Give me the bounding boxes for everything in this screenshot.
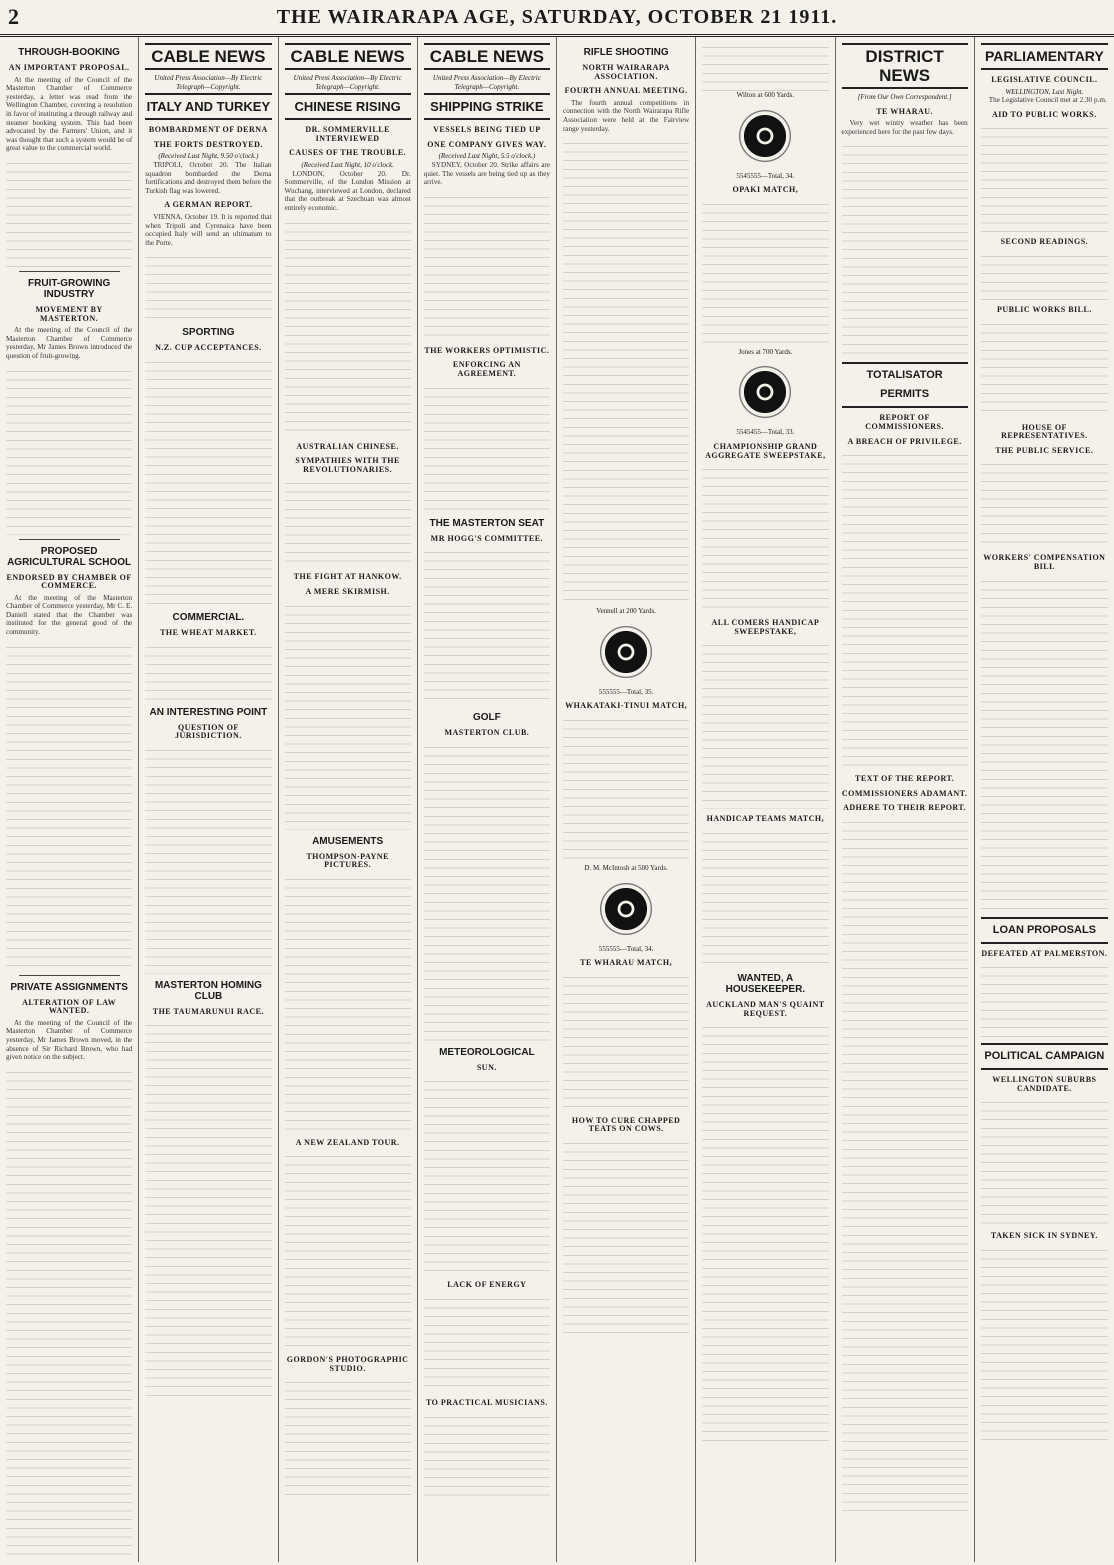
subheadline: ENDORSED BY CHAMBER OF COMMERCE.: [6, 572, 132, 591]
subheadline: CHAMPIONSHIP GRAND AGGREGATE SWEEPSTAKE,: [705, 441, 826, 460]
subheadline: LEGISLATIVE COUNCIL.: [991, 75, 1098, 84]
article-text: At the meeting of the Council of the Masterton Chamber of Commerce yesterday, Mr James Brown moved, in the absence of Sir Richard Brown, who had given notice on the subject.: [6, 1018, 133, 1062]
subheadline: TO PRACTICAL MUSICIANS.: [425, 1397, 548, 1407]
section-banner: CABLE NEWS: [145, 43, 271, 70]
page-number: 2: [8, 4, 20, 29]
article-text-block: [285, 217, 411, 437]
subheadline: THE FORTS DESTROYED.: [153, 139, 263, 149]
article-text-block: [145, 251, 271, 321]
subheadline: HANDICAP TEAMS MATCH,: [706, 814, 825, 824]
subheadline: GORDON'S PHOTOGRAPHIC STUDIO.: [286, 1355, 409, 1373]
article-text-block: [285, 477, 411, 567]
masthead: [0, 0, 1114, 37]
masthead-title: THE WAIRARAPA AGE, SATURDAY, OCTOBER 21 1911.: [276, 5, 838, 28]
article-text-block: [6, 1066, 132, 1562]
subheadline: TEXT OF THE REPORT.: [855, 774, 955, 784]
target-score: 555555—Total, 35.: [598, 687, 654, 696]
article-text-block: [285, 1150, 411, 1350]
article-text-block: [424, 546, 550, 706]
target-score: 5545555—Total, 34.: [736, 171, 795, 180]
subheadline: THE FIGHT AT HANKOW.: [293, 572, 402, 582]
subheadline: CAUSES OF THE TROUBLE.: [289, 148, 407, 158]
article-text: The Legislative Council met at 2.30 p.m.: [988, 96, 1107, 105]
subheadline: THE WORKERS OPTIMISTIC.: [424, 345, 550, 355]
subheadline: ADHERE TO THEIR REPORT.: [843, 803, 967, 813]
article-text-block: [285, 1376, 411, 1496]
subheadline: HOUSE OF REPRESENTATIVES.: [1001, 422, 1088, 441]
credit-line: United Press Association—By Electric Telegraph—Copyright.: [154, 74, 263, 91]
divider: [19, 539, 120, 540]
divider: [19, 975, 120, 976]
headline: LOAN PROPOSALS: [981, 917, 1108, 944]
article-text-block: [424, 191, 550, 341]
headline: THE MASTERTON SEAT: [429, 517, 545, 529]
article-text-block: [981, 458, 1108, 548]
target-score: 5545455—Total, 33.: [736, 428, 795, 437]
headline: ITALY AND TURKEY: [145, 93, 271, 120]
subheadline: QUESTION OF JURISDICTION.: [175, 722, 242, 741]
article-text-block: [6, 157, 132, 267]
headline: TOTALISATOR PERMITS: [842, 362, 968, 408]
headline: COMMERCIAL.: [172, 611, 245, 623]
subheadline: COMMISSIONERS ADAMANT.: [841, 788, 968, 798]
dateline: (Received Last Night, 10 o'clock.: [301, 160, 394, 169]
headline: POLITICAL CAMPAIGN: [981, 1043, 1108, 1070]
headline: CHINESE RISING: [285, 93, 411, 120]
target-caption: D. M. McIntosh at 500 Yards.: [584, 863, 668, 872]
headline: AN INTERESTING POINT: [149, 706, 268, 718]
article-text-block: [285, 873, 411, 1133]
subheadline: ALL COMERS HANDICAP SWEEPSTAKE,: [711, 618, 820, 636]
subheadline: A NEW ZEALAND TOUR.: [295, 1137, 400, 1147]
subheadline: SUN.: [476, 1062, 497, 1072]
subheadline: TAKEN SICK IN SYDNEY.: [990, 1231, 1098, 1241]
dateline: WELLINGTON, Last Night.: [1005, 87, 1084, 96]
headline: SHIPPING STRIKE: [424, 93, 550, 120]
subheadline: AID TO PUBLIC WORKS.: [992, 109, 1097, 119]
subheadline: A GERMAN REPORT.: [164, 200, 253, 210]
article-text: At the meeting of the Masterton Chamber of Commerce yesterday, Mr C. E. Daniell stated that the Chamber was instituted for the general good of the community.: [6, 593, 133, 637]
subheadline: LACK OF ENERGY: [447, 1280, 527, 1290]
subheadline: ALTERATION OF LAW WANTED.: [22, 997, 117, 1016]
article-text: At the meeting of the Council of the Masterton Chamber of Commerce yesterday, Mr James Brown introduced the question of fruit-growing.: [6, 326, 133, 360]
subheadline: WELLINGTON SUBURBS CANDIDATE.: [992, 1075, 1097, 1093]
shooting-target-image: [594, 877, 658, 941]
article-text: LONDON, October 20. Dr. Sommerville, of the London Mission at Wuchang, interviewed at London, declared that the outbreak at Szechuan was almost entirely economic.: [284, 169, 411, 212]
subheadline: DR. SOMMERVILLE INTERVIEWED: [305, 125, 390, 143]
article-text-block: [145, 641, 271, 701]
article-text-block: [981, 318, 1108, 418]
headline: GOLF: [472, 712, 501, 724]
subheadline: A MERE SKIRMISH.: [305, 586, 390, 596]
headline: METEOROLOGICAL: [439, 1046, 535, 1058]
subheadline: BOMBARDMENT OF DERNA: [148, 125, 268, 135]
column-4: [418, 37, 557, 1562]
article-text: At the meeting of the Council of the Masterton Chamber of Commerce yesterday, a letter was read from the Wellington Chamber, covering a resolution in favor of instituting a through railway and steamer booking system. This had been advocated by the Farmers' Union, and it was thought that such a system would be of great value to the commercial world.: [6, 75, 133, 153]
column-5: [557, 37, 696, 1562]
subheadline: HOW TO CURE CHAPPED TEATS ON COWS.: [571, 1115, 681, 1134]
subheadline: A BREACH OF PRIVILEGE.: [847, 436, 962, 446]
subheadline: AUSTRALIAN CHINESE.: [296, 441, 399, 451]
headline: THROUGH-BOOKING: [18, 47, 120, 58]
column-6: [696, 37, 835, 1562]
shooting-target-image: [594, 620, 658, 684]
article-text-block: [424, 741, 550, 1041]
divider: [19, 271, 120, 272]
article-text-block: [842, 449, 968, 769]
article-text-block: [981, 122, 1108, 232]
subheadline: THE PUBLIC SERVICE.: [995, 445, 1094, 455]
subheadline: ONE COMPANY GIVES WAY.: [427, 139, 547, 149]
subheadline: VESSELS BEING TIED UP: [433, 125, 541, 135]
article-text-block: [842, 816, 968, 1516]
article-text-block: [981, 961, 1108, 1041]
article-text-block: [702, 463, 828, 613]
subheadline: TE WHARAU.: [876, 106, 934, 116]
column-3: [279, 37, 418, 1562]
article-text-block: [981, 1096, 1108, 1226]
target-caption: Wilton at 600 Yards.: [736, 91, 795, 99]
target-caption: Jones at 700 Yards.: [738, 347, 793, 356]
subheadline: FOURTH ANNUAL MEETING.: [564, 86, 688, 96]
subheadline: SECOND READINGS.: [1000, 237, 1089, 247]
target-score: 555555—Total, 34.: [598, 944, 654, 953]
column-8: [975, 37, 1114, 1562]
headline: MASTERTON HOMING CLUB: [154, 979, 262, 1002]
article-text-block: [702, 41, 828, 91]
subheadline: WHAKATAKI-TINUI MATCH,: [565, 701, 688, 711]
article-text-block: [563, 714, 689, 864]
article-text-block: [6, 365, 132, 535]
subheadline: REPORT OF COMMISSIONERS.: [865, 413, 945, 431]
column-7: [836, 37, 975, 1562]
subheadline: MASTERTON CLUB.: [444, 728, 530, 738]
article-text-block: [424, 1293, 550, 1393]
article-text-block: [702, 1021, 828, 1441]
article-text-block: [842, 140, 968, 360]
credit-line: [From Our Own Correspondent.]: [857, 93, 952, 101]
article-text-block: [702, 827, 828, 967]
headline: AMUSEMENTS: [312, 835, 384, 847]
article-text-block: [424, 1411, 550, 1501]
subheadline: THE WHEAT MARKET.: [160, 627, 257, 637]
headline: SPORTING: [182, 327, 235, 339]
dateline: (Received Last Night, 9.50 o'clock.): [158, 152, 259, 161]
article-text-block: [145, 744, 271, 974]
subheadline: TE WHARAU MATCH,: [580, 958, 673, 968]
article-text-block: [563, 137, 689, 607]
subheadline: PUBLIC WORKS BILL.: [996, 304, 1092, 314]
column-1: [0, 37, 139, 1562]
subheadline: MOVEMENT BY MASTERTON.: [35, 304, 103, 323]
subheadline: AUCKLAND MAN'S QUAINT REQUEST.: [706, 999, 825, 1018]
subheadline: N.Z. CUP ACCEPTANCES.: [155, 343, 262, 353]
article-text-block: [981, 1244, 1108, 1444]
article-text: The fourth annual competitions in connection with the North Wairarapa Rifle Association were held at the Fairview range yesterday.: [563, 98, 690, 133]
subheadline: MR HOGG'S COMMITTEE.: [430, 533, 544, 543]
subheadline: OPAKI MATCH,: [732, 185, 799, 195]
article-text-block: [145, 1019, 271, 1399]
subheadline: THOMPSON-PAYNE PICTURES.: [306, 851, 389, 870]
headline: PROPOSED AGRICULTURAL SCHOOL: [7, 545, 132, 568]
headline: FRUIT-GROWING INDUSTRY: [28, 277, 111, 300]
credit-line: United Press Association—By Electric Telegraph—Copyright.: [432, 74, 541, 91]
credit-line: United Press Association—By Electric Telegraph—Copyright.: [293, 74, 402, 91]
section-banner: PARLIAMENTARY: [981, 43, 1108, 70]
article-text: TRIPOLI, October 20. The Italian squadron bombarded the Derna fortifications and destroyed them before the Turkish flag was lowered.: [145, 160, 272, 195]
article-text-block: [981, 250, 1108, 300]
article-text-block: [285, 600, 411, 830]
article-text: VIENNA, October 19. It is reported that when Tripoli and Cyrenaica have been occupied Italy will send an ultimatum to the Porte.: [145, 212, 272, 247]
subheadline: AN IMPORTANT PROPOSAL.: [8, 63, 130, 72]
article-text-block: [981, 575, 1108, 915]
section-banner: CABLE NEWS: [424, 43, 550, 70]
article-text-block: [145, 356, 271, 606]
shooting-target-image: [733, 360, 797, 424]
article-text-block: [563, 1137, 689, 1337]
article-text: Very wet wintry weather has been experienced here for the past few days.: [841, 119, 968, 136]
target-caption: Vennell at 200 Yards.: [596, 607, 656, 616]
subheadline: DEFEATED AT PALMERSTON.: [981, 948, 1108, 958]
article-text-block: [424, 1075, 550, 1275]
subheadline: NORTH WAIRARAPA ASSOCIATION.: [582, 63, 670, 81]
article-text-block: [563, 971, 689, 1111]
article-text-block: [424, 382, 550, 512]
section-banner: CABLE NEWS: [285, 43, 411, 70]
subheadline: THE TAUMARUNUI RACE.: [152, 1006, 264, 1016]
article-text-block: [702, 198, 828, 348]
subheadline: WORKERS' COMPENSATION BILL: [983, 553, 1106, 571]
headline: WANTED, A HOUSEKEEPER.: [725, 972, 806, 995]
headline: RIFLE SHOOTING: [583, 47, 669, 58]
dateline: (Received Last Night, 5.5 o'clock.): [438, 152, 536, 161]
article-text-block: [702, 639, 828, 809]
subheadline: ENFORCING AN AGREEMENT.: [452, 360, 521, 378]
article-text-block: [6, 641, 132, 971]
section-banner: DISTRICT NEWS: [842, 43, 968, 89]
subheadline: SYMPATHIES WITH THE REVOLUTIONARIES.: [295, 456, 400, 474]
column-2: [139, 37, 278, 1562]
headline: PRIVATE ASSIGNMENTS: [10, 981, 128, 993]
shooting-target-image: [733, 104, 797, 168]
article-text: SYDNEY, October 20. Strike affairs are quiet. The vessels are being tied up as they arrive.: [423, 160, 550, 187]
newspaper-columns: [0, 37, 1114, 1562]
